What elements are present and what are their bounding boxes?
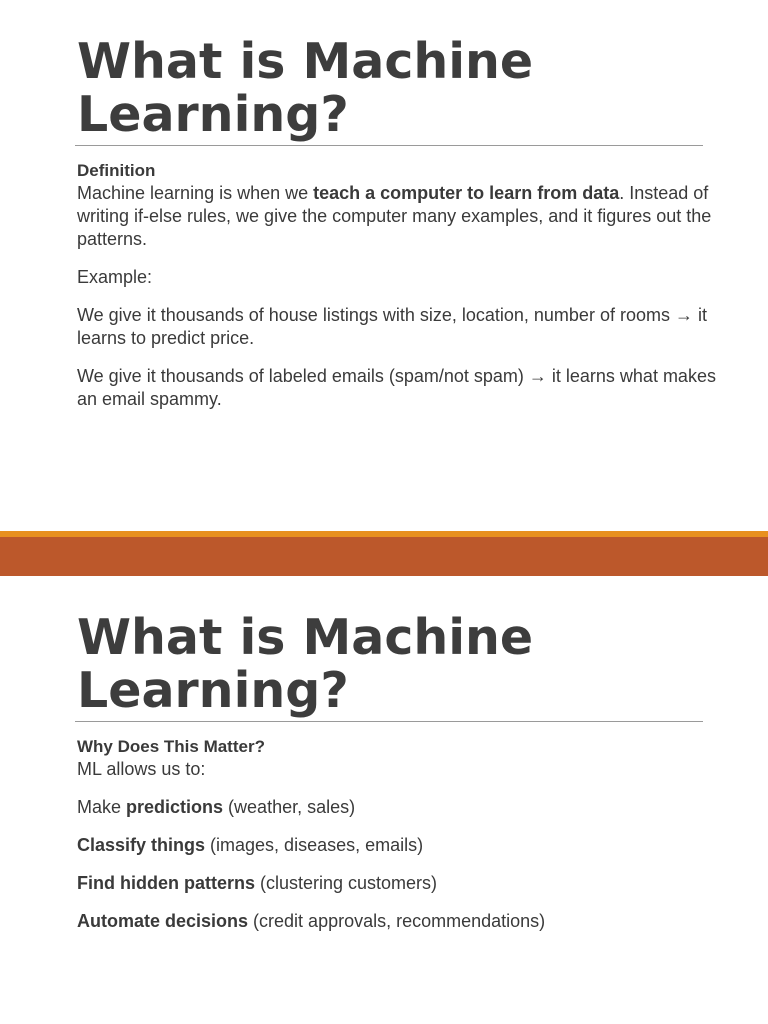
example-label: Example:	[77, 267, 153, 287]
slide-body	[77, 159, 717, 411]
list-item-emphasis: predictions	[126, 797, 224, 817]
example-item: We give it thousands of house listings with size, location, number of rooms → it learns to predict price.	[77, 305, 707, 348]
list-item-text: (images, diseases, emails)	[205, 835, 424, 855]
definition-text-start: Machine learning is when we	[77, 183, 314, 203]
slide-separator-band	[0, 531, 768, 576]
slide-2	[0, 576, 768, 1024]
separator-accent-stripe	[0, 531, 768, 537]
list-item	[77, 910, 717, 933]
list-item	[77, 796, 717, 819]
section-heading: Why Does This Matter?	[77, 737, 265, 756]
list-item	[77, 834, 717, 857]
list-item-text: Make	[77, 797, 127, 817]
section-heading: Definition	[77, 161, 156, 180]
list-item-text: (weather, sales)	[223, 797, 356, 817]
list-item-emphasis: Find hidden patterns	[77, 873, 255, 893]
example-item: We give it thousands of labeled emails (spam/not spam) → it learns what makes an email spammy.	[77, 366, 716, 409]
lead-text: ML allows us to:	[77, 759, 206, 779]
list-item-text: (credit approvals, recommendations)	[248, 911, 546, 931]
title-divider	[75, 721, 703, 722]
definition-text-end: . Instead of writing if-else rules, we give the computer many examples, and it figures out the patterns.	[77, 183, 712, 249]
definition-paragraph	[77, 182, 717, 251]
slide-title: What is Machine Learning?	[77, 33, 534, 143]
title-divider	[75, 145, 703, 146]
definition-emphasis: teach a computer to learn from data	[313, 183, 620, 203]
slide-title: What is Machine Learning?	[77, 609, 534, 719]
list-item-emphasis: Classify things	[77, 835, 206, 855]
slide-body	[77, 735, 717, 933]
list-item	[77, 872, 717, 895]
list-item-emphasis: Automate decisions	[77, 911, 249, 931]
list-item-text: (clustering customers)	[255, 873, 438, 893]
